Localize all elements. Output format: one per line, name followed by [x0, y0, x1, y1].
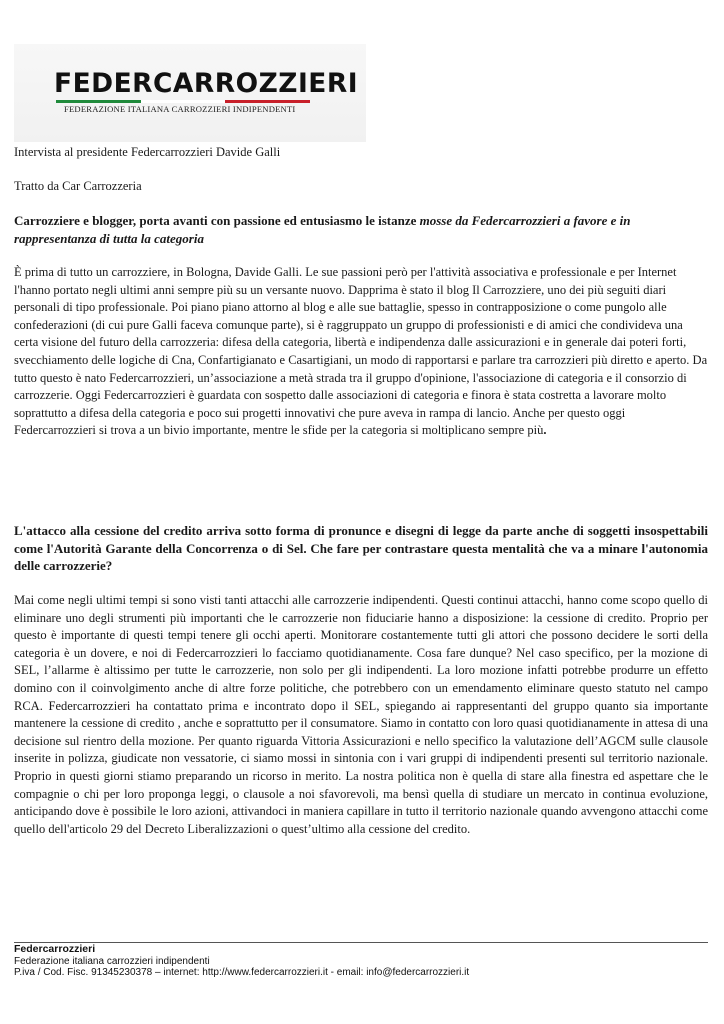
footer-divider [14, 942, 708, 943]
interview-question: L'attacco alla cessione del credito arriva sotto forma di pronunce e disegni di legge da parte anche di soggetti insospettabili come l'Autorità Garante della Concorrenza o di Sel. Che fare per contrastare questa mentalità che va a minare l'autonomia delle carrozzerie? [14, 523, 708, 574]
stripe-red [225, 100, 310, 103]
footer-description: Federazione italiana carrozzieri indipendenti [14, 955, 210, 967]
footer-contacts: P.iva / Cod. Fisc. 91345230378 – internet: http://www.federcarrozzieri.it - email: info@federcarrozzieri.it [14, 967, 470, 979]
paragraph-1-end: . [543, 423, 547, 438]
stripe-green [56, 100, 141, 103]
paragraph-1 [14, 264, 708, 440]
stripe-white [141, 100, 226, 103]
federcarrozzieri-logo [14, 44, 366, 142]
logo-subtitle: FEDERAZIONE ITALIANA CARROZZIERI INDIPENDENTI [64, 104, 296, 114]
lead-bold: Carrozziere e blogger, porta avanti con passione ed entusiasmo le istanze [14, 213, 420, 228]
logo-tricolor-stripe [56, 100, 310, 103]
lead-italic: mosse da Federcarrozzieri a favore e in rappresentanza di tutta la categoria [14, 213, 631, 246]
footer [14, 944, 708, 979]
intro-line-1: Intervista al presidente Federcarrozzieri Davide Galli [14, 145, 281, 159]
logo-wordmark: FEDERCARROZZIERI [54, 68, 359, 99]
interview-answer: Mai come negli ultimi tempi si sono visti tanti attacchi alle carrozzerie indipendenti. Questi continui attacchi, hanno come scopo quello di eliminare uno degli strumenti più importanti che le carrozzerie non fiduciarie hanno a disposizione: la cessione di credito. Proprio per questo è importante di questi tempi tenere gli occhi aperti. Monitorare costantemente tutti gli attori che possono decidere le sorti della categoria è un dovere, e noi di Federcarrozzieri lo facciamo quotidianamente. Cosa fare dunque? Nel caso specifico, per la mozione di SEL, l’allarme è altissimo per tutte le carrozzerie, non solo per gli indipendenti. La loro mozione infatti potrebbe produrre un effetto domino con il coinvolgimento anche di altre forze politiche, che potrebbero con un emendamento eliminare questo statuto nel campo RCA. Federcarrozzieri ha contattato prima e incontrato dopo il SEL, spiegando ai rappresentanti del gruppo quanto sia importante mantenere la cessione di credito , anche e soprattutto per il consumatore. Siamo in contatto con loro quasi quotidianamente in attesa di una decisione sul rientro della mozione. Per quanto riguarda Vittoria Assicurazioni e nello specifico la valutazione dell’AGCM sulle clausole inserite in polizza, giudicate non vessatorie, ci siamo mossi in sintonia con i vari gruppi di indipendenti presenti sul territorio nazionale. Proprio in questi giorni stiamo preparando un ricorso in merito. La nostra politica non è quella di stare alla finestra ed aspettare che le compagnie o chi per loro proponga leggi, o clausole a noi sfavorevoli, ma bensì quella di studiare un mercato in continua evoluzione, anticipando dove è possibile le loro azioni, attivandoci in maniera capillare in tutto il territorio nazionale quando avvengono attacchi come quello dell'articolo 29 del Decreto Liberalizzazioni o quest’ultimo alla cessione del credito. [14, 593, 708, 836]
lead-paragraph [14, 212, 708, 247]
intro-line-2: Tratto da Car Carrozzeria [14, 179, 142, 193]
footer-name: Federcarrozzieri [14, 943, 96, 955]
paragraph-1-text: È prima di tutto un carrozziere, in Bologna, Davide Galli. Le sue passioni però per l'attività associativa e professionale e per Internet l'hanno portato negli ultimi anni sempre più su un versante nuovo. Dapprima è stato il blog Il Carrozziere, uno dei più seguiti diari personali di tipo professionale. Poi piano piano attorno al blog e alle sue battaglie, spesso in contrapposizione o come pungolo alle confederazioni (di cui pure Galli faceva comunque parte), si è raggruppato un gruppo di professionisti e di amici che condivideva una certa visione del futuro della carrozzeria: difesa della categoria, libertà e indipendenza dalle assicurazioni e in generale dai poteri forti, svecchiamento delle logiche di Cna, Confartigianato e Casartigiani, un modo di rapportarsi e parlare tra carrozzieri più diretto e aperto. Da tutto questo è nato Federcarrozzieri, un’associazione a metà strada tra il gruppo d'opinione, l'associazione di categoria e il consorzio di carrozzerie. Oggi Federcarrozzieri è guardata con sospetto dalle associazioni di categoria e finora è stata costretta a lavorare molto soprattutto a difesa della categoria e poco sui progetti innovativi che pure aveva in rampa di lancio. Anche per questo oggi Federcarrozzieri si trova a un bivio importante, mentre le sfide per la categoria si moltiplicano sempre più [14, 265, 708, 438]
